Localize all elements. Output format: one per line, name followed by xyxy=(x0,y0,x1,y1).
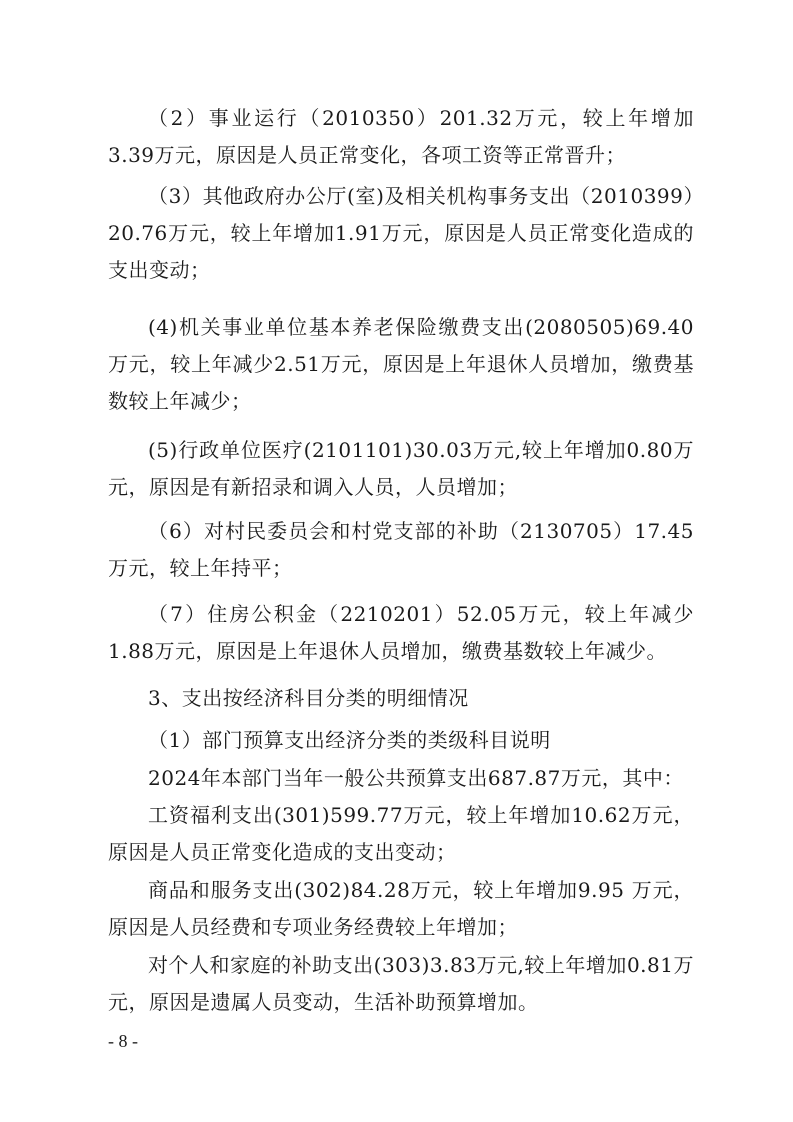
paragraph-administrative-operation: （2）事业运行（2010350）201.32万元，较上年增加3.39万元，原因是人员正常变化，各项工资等正常晋升； xyxy=(108,106,694,167)
paragraph-other-office-affairs: （3）其他政府办公厅(室)及相关机构事务支出（2010399）20.76万元，较上年增加1.91万元，原因是人员正常变化造成的支出变动； xyxy=(108,184,694,282)
section-heading-economic-classification: 3、支出按经济科目分类的明细情况 xyxy=(148,686,469,710)
paragraph-housing-fund: （7）住房公积金（2210201）52.05万元，较上年减少1.88万元，原因是上年退休人员增加，缴费基数较上年减少。 xyxy=(108,602,694,663)
paragraph-personal-family-subsidy: 对个人和家庭的补助支出(303)3.83万元,较上年增加0.81万元，原因是遗属人员变动，生活补助预算增加。 xyxy=(108,953,694,1014)
paragraph-wage-welfare: 工资福利支出(301)599.77万元，较上年增加10.62万元，原因是人员正常变化造成的支出变动； xyxy=(108,803,694,864)
paragraph-village-subsidy: （6）对村民委员会和村党支部的补助（2130705）17.45万元，较上年持平； xyxy=(108,519,694,580)
paragraph-total-expenditure: 2024年本部门当年一般公共预算支出687.87万元，其中： xyxy=(148,766,684,790)
paragraph-goods-services: 商品和服务支出(302)84.28万元，较上年增加9.95 万元，原因是人员经费和专项业务经费较上年增加； xyxy=(108,878,694,939)
paragraph-pension-insurance: (4)机关事业单位基本养老保险缴费支出(2080505)69.40万元，较上年减少2.51万元，原因是上年退休人员增加，缴费基数较上年减少； xyxy=(108,315,694,413)
page-number: - 8 - xyxy=(108,1031,138,1051)
paragraph-medical: (5)行政单位医疗(2101101)30.03万元,较上年增加0.80万元，原因是有新招录和调入人员，人员增加； xyxy=(108,438,694,499)
subsection-heading-class-items: （1）部门预算支出经济分类的类级科目说明 xyxy=(148,728,551,752)
